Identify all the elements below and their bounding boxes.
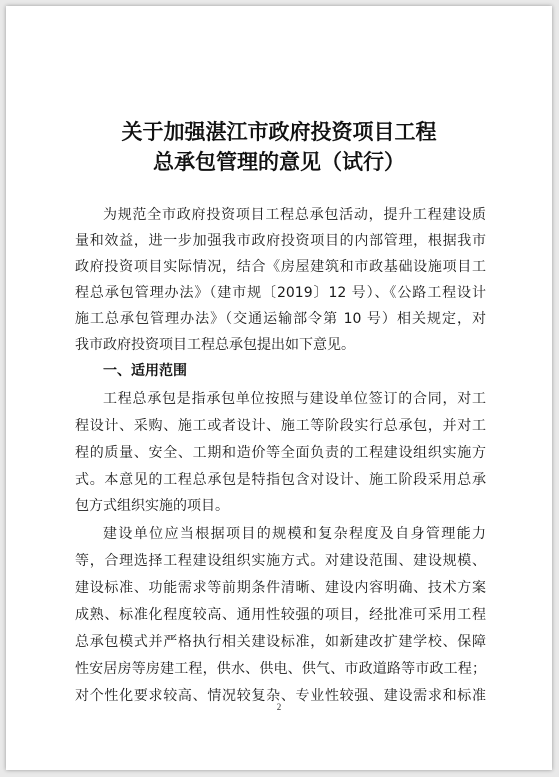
paragraph-line: 对个性化要求较高、情况较复杂、专业性较强、建设需求和标准 bbox=[75, 688, 486, 704]
paragraph-line: 等，合理选择工程建设组织实施方式。对建设范围、建设规模、 bbox=[75, 553, 486, 569]
section-heading: 一、适用范围 bbox=[103, 363, 187, 379]
paragraph-line: 性安居房等房建工程，供水、供电、供气、市政道路等市政工程； bbox=[75, 661, 486, 677]
paragraph-line: 包方式组织实施的项目。 bbox=[75, 498, 229, 514]
paragraph-line: 我市政府投资项目工程总承包提出如下意见。 bbox=[75, 337, 355, 353]
page-number: 2 bbox=[276, 702, 282, 712]
document-title-line2: 总承包管理的意见（试行） bbox=[153, 149, 405, 174]
paragraph-line: 政府投资项目实际情况，结合《房屋建筑和市政基础设施项目工 bbox=[75, 259, 486, 275]
paragraph-line: 程总承包管理办法》（建市规〔2019〕12 号）、《公路工程设计 bbox=[75, 285, 486, 301]
paragraph-line: 工程总承包是指承包单位按照与建设单位签订的合同，对工 bbox=[103, 391, 486, 407]
paragraph-line: 程的质量、安全、工期和造价等全面负责的工程建设组织实施方 bbox=[75, 445, 486, 461]
paragraph-line: 建设单位应当根据项目的规模和复杂程度及自身管理能力 bbox=[103, 526, 486, 542]
paragraph-line: 成熟、标准化程度较高、通用性较强的项目，经批准可采用工程 bbox=[75, 607, 486, 623]
paragraph-line: 建设标准、功能需求等前期条件清晰、建设内容明确、技术方案 bbox=[75, 580, 486, 596]
paragraph-line: 为规范全市政府投资项目工程总承包活动，提升工程建设质 bbox=[103, 207, 486, 223]
paragraph-line: 施工总承包管理办法》（交通运输部令第 10 号）相关规定，对 bbox=[75, 311, 486, 327]
document-title-line1: 关于加强湛江市政府投资项目工程 bbox=[121, 119, 437, 144]
paragraph-line: 量和效益，进一步加强我市政府投资项目的内部管理，根据我市 bbox=[75, 233, 486, 249]
paragraph-line: 程设计、采购、施工或者设计、施工等阶段实行总承包，并对工 bbox=[75, 418, 486, 434]
paragraph-line: 式。本意见的工程总承包是特指包含对设计、施工阶段采用总承 bbox=[75, 472, 486, 488]
paragraph-line: 总承包模式并严格执行相关建设标准，如新建改扩建学校、保障 bbox=[75, 634, 486, 650]
document-page bbox=[6, 6, 552, 770]
